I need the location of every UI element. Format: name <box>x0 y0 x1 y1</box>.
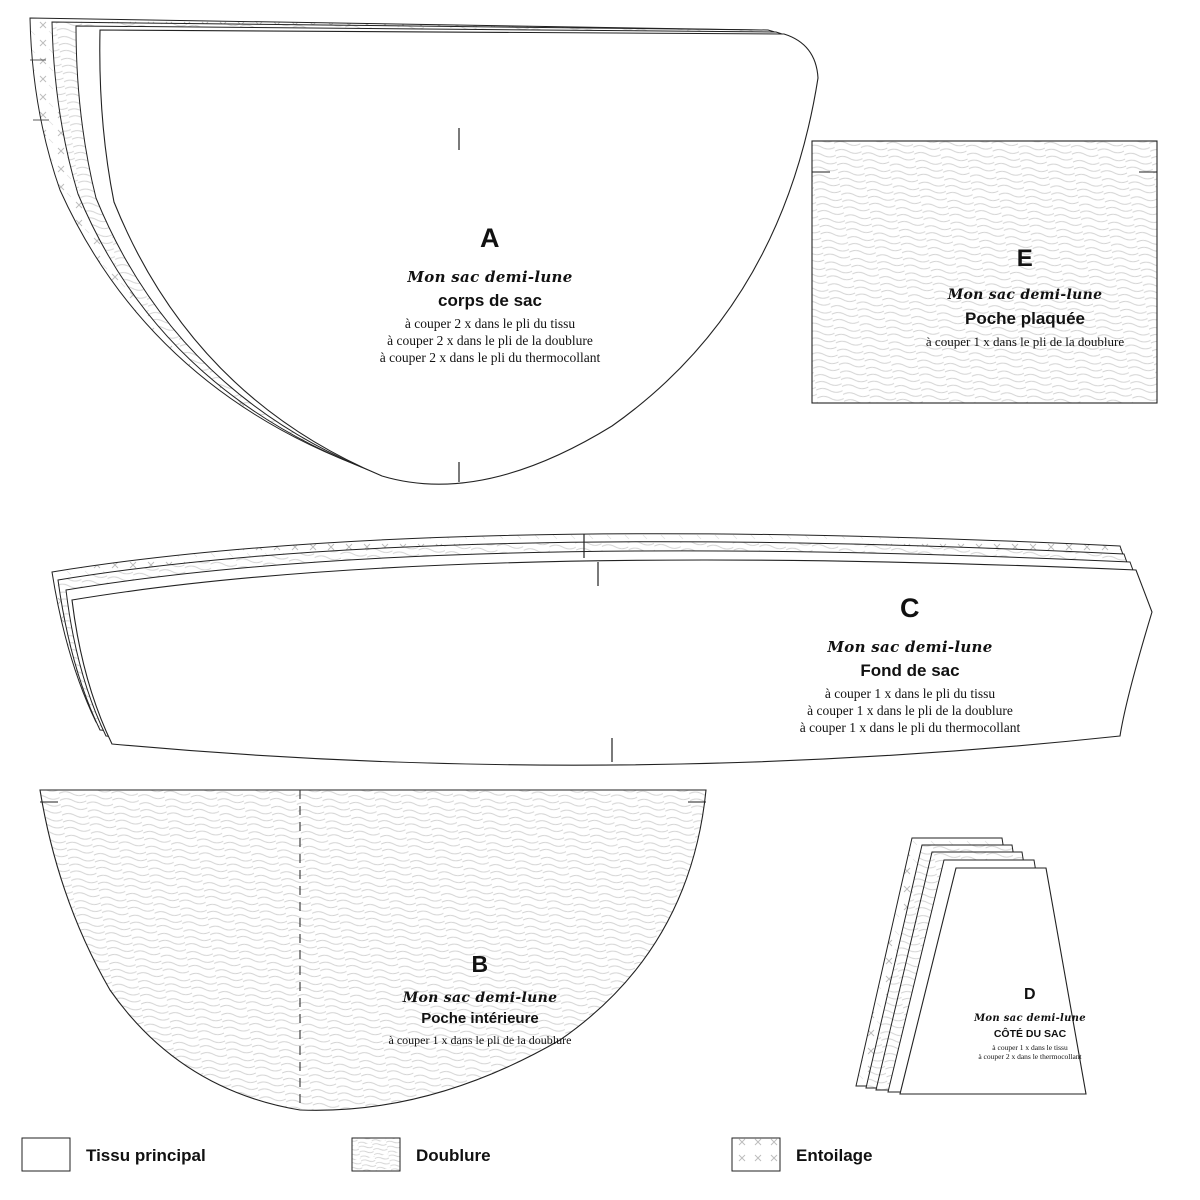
piece-c-brand: Mon sac demi-lune <box>827 637 993 656</box>
piece-d-name: CÔTÉ DU SAC <box>993 1027 1067 1040</box>
piece-d-brand: Mon sac demi-lune <box>974 1013 1086 1024</box>
piece-c-cut-3: à couper 1 x dans le pli du thermocollant <box>799 719 1021 735</box>
piece-b-brand: Mon sac demi-lune <box>402 989 558 1006</box>
piece-a-name: corps de sac <box>438 290 542 310</box>
piece-a-letter: A <box>480 223 500 253</box>
piece-c-name: Fond de sac <box>860 660 960 680</box>
piece-a-cut-1: à couper 2 x dans le pli du tissu <box>404 315 576 331</box>
piece-a-cut-3: à couper 2 x dans le pli du thermocollant <box>379 349 601 365</box>
piece-a-cut-2: à couper 2 x dans le pli de la doublure <box>387 332 593 348</box>
piece-d-letter: D <box>1023 986 1037 1003</box>
legend-item-entoilage <box>732 1138 873 1173</box>
piece-label-c <box>760 592 1060 736</box>
piece-c-cut-2: à couper 1 x dans le pli de la doublure <box>807 702 1013 718</box>
piece-c-letter: C <box>900 593 920 623</box>
piece-e-brand: Mon sac demi-lune <box>947 287 1103 303</box>
legend-item-doublure <box>352 1138 491 1173</box>
piece-b-cut-1: à couper 1 x dans le pli de la doublure <box>388 1033 572 1047</box>
piece-e-letter: E <box>1016 245 1034 272</box>
piece-d-cut-1: à couper 1 x dans le tissu <box>992 1042 1068 1052</box>
piece-b-letter: B <box>471 951 489 977</box>
piece-label-b <box>330 950 630 1048</box>
piece-b-name: Poche intérieure <box>421 1010 539 1028</box>
piece-a-brand: Mon sac demi-lune <box>407 267 573 286</box>
piece-e-cut-1: à couper 1 x dans le pli de la doublure <box>925 333 1125 349</box>
piece-label-a <box>330 222 650 366</box>
piece-d-cut-2: à couper 2 x dans le thermocollant <box>978 1052 1082 1062</box>
piece-c-cut-1: à couper 1 x dans le pli du tissu <box>824 685 996 701</box>
legend-label-tissu-principal: Tissu principal <box>86 1145 206 1165</box>
piece-label-d <box>930 985 1130 1062</box>
legend-item-tissu-principal <box>22 1138 206 1173</box>
legend-label-entoilage: Entoilage <box>796 1145 873 1165</box>
legend <box>0 1120 1200 1200</box>
piece-e-name: Poche plaquée <box>965 308 1085 328</box>
legend-label-doublure: Doublure <box>416 1145 491 1165</box>
piece-label-e <box>880 244 1170 350</box>
